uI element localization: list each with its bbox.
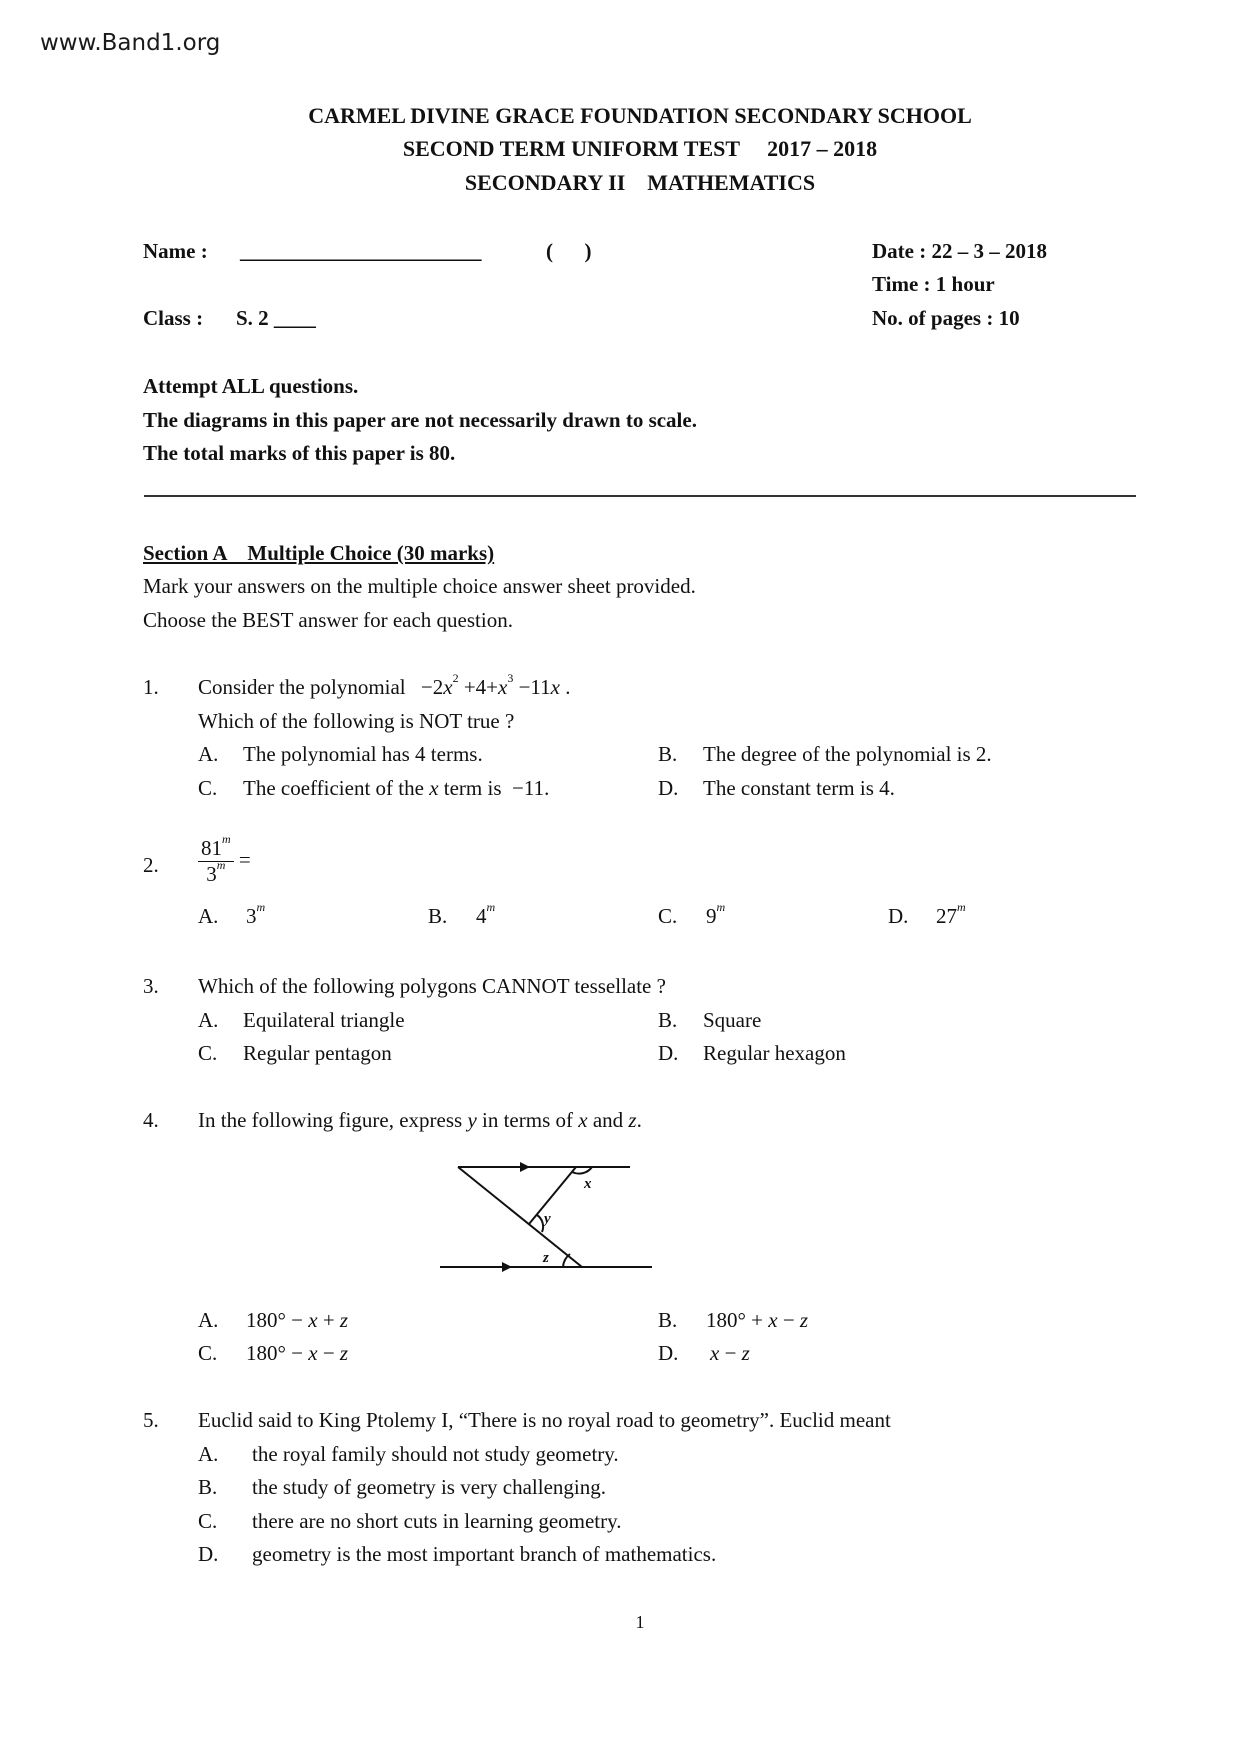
option-text: 3$^m$: [246, 900, 266, 928]
option-letter: D.: [888, 904, 909, 928]
instruction-3: The total marks of this paper is 80.: [143, 441, 456, 465]
q2-expression: [198, 832, 251, 887]
q5-option-d[interactable]: [198, 1542, 717, 1567]
q1-option-a[interactable]: [198, 742, 483, 767]
class-label: Class :: [143, 306, 204, 330]
q1-number: 1.: [143, 675, 159, 699]
q2-numerator: 81$^m$: [198, 836, 234, 862]
q5-stem: Euclid said to King Ptolemy I, “There is no royal road to geometry”. Euclid meant: [198, 1408, 891, 1432]
page-number: 1: [635, 1612, 645, 1632]
option-letter: A.: [198, 904, 219, 928]
q4-number: 4.: [143, 1108, 159, 1132]
option-letter: D.: [658, 776, 679, 800]
q3-number: 3.: [143, 974, 159, 998]
instruction-2: The diagrams in this paper are not necessarily drawn to scale.: [143, 408, 697, 432]
q2-number: 2.: [143, 853, 159, 877]
school-name: CARMEL DIVINE GRACE FOUNDATION SECONDARY SCHOOL: [308, 103, 972, 128]
option-text: 4$^m$: [476, 900, 496, 928]
q1-stem-text: Consider the polynomial: [198, 675, 406, 699]
label-z: z: [543, 1250, 549, 1266]
label-x: x: [584, 1176, 592, 1192]
option-letter: C.: [198, 1341, 218, 1365]
option-text: Regular pentagon: [243, 1041, 392, 1065]
option-letter: A.: [198, 1442, 219, 1466]
option-text: 180° − x + z: [246, 1308, 349, 1332]
q4-option-b[interactable]: [658, 1308, 809, 1333]
watermark: www.Band1.org: [40, 30, 221, 56]
q1-stem: [198, 671, 571, 700]
q2-equals: =: [238, 847, 251, 872]
page-count: No. of pages : 10: [872, 306, 1020, 330]
q5-number: 5.: [143, 1408, 159, 1432]
q4-option-d[interactable]: [658, 1341, 750, 1366]
label-y: y: [544, 1211, 551, 1227]
angle-z-arc: [563, 1254, 570, 1267]
option-letter: A.: [198, 1008, 219, 1032]
option-text: The constant term is 4.: [703, 776, 895, 800]
section-a-instruction-2: Choose the BEST answer for each question.: [143, 608, 513, 632]
option-text: x − z: [710, 1341, 750, 1365]
divider-rule: [144, 495, 1136, 497]
option-letter: C.: [658, 904, 678, 928]
option-text: Equilateral triangle: [243, 1008, 405, 1032]
arrow-top-icon: [520, 1162, 530, 1172]
exam-time: Time : 1 hour: [872, 272, 995, 296]
q5-option-c[interactable]: [198, 1509, 622, 1534]
option-text: geometry is the most important branch of mathematics.: [252, 1542, 717, 1566]
option-letter: B.: [428, 904, 448, 928]
option-text: 180° − x − z: [246, 1341, 349, 1365]
option-letter: D.: [198, 1542, 219, 1566]
q1-option-b[interactable]: [658, 742, 992, 767]
option-letter: C.: [198, 776, 218, 800]
q2-fraction: [198, 832, 234, 887]
option-text: 9$^m$: [706, 900, 726, 928]
q5-option-b[interactable]: [198, 1475, 606, 1500]
option-text: The degree of the polynomial is 2.: [703, 742, 992, 766]
option-text: The polynomial has 4 terms.: [243, 742, 483, 766]
option-letter: D.: [658, 1341, 679, 1365]
q3-option-c[interactable]: [198, 1041, 392, 1066]
q1-polynomial: $-2x^2 +4+x^3 -11x$ .: [420, 671, 571, 699]
name-label: Name :: [143, 239, 208, 263]
q4-option-c[interactable]: [198, 1341, 349, 1366]
q2-option-a[interactable]: [198, 900, 266, 929]
option-text: The coefficient of the x term is −11.: [243, 776, 550, 800]
exam-date: Date : 22 – 3 – 2018: [872, 239, 1047, 263]
q3-option-a[interactable]: [198, 1008, 405, 1033]
q4-stem: In the following figure, express y in terms of x and z.: [198, 1108, 642, 1132]
option-letter: A.: [198, 742, 219, 766]
option-letter: B.: [198, 1475, 218, 1499]
test-title: SECOND TERM UNIFORM TEST 2017 – 2018: [402, 136, 878, 161]
q2-denominator: 3$^m$: [206, 858, 226, 886]
instruction-1: Attempt ALL questions.: [143, 374, 359, 398]
option-letter: A.: [198, 1308, 219, 1332]
option-text: Square: [703, 1008, 762, 1032]
section-a-title: Section A Multiple Choice (30 marks): [143, 541, 495, 565]
q1-stem-2: Which of the following is NOT true ?: [198, 709, 515, 733]
class-field[interactable]: S. 2 ____: [236, 306, 316, 330]
q5-option-a[interactable]: [198, 1442, 619, 1467]
option-text: the royal family should not study geometry.: [252, 1442, 619, 1466]
class-number-field[interactable]: ( ): [546, 239, 592, 263]
q1-option-d[interactable]: [658, 776, 895, 801]
option-letter: B.: [658, 1008, 678, 1032]
option-letter: B.: [658, 1308, 678, 1332]
q2-option-b[interactable]: [428, 900, 496, 929]
q4-option-a[interactable]: [198, 1308, 349, 1333]
option-text: Regular hexagon: [703, 1041, 846, 1065]
arrow-bottom-icon: [502, 1262, 512, 1272]
name-field[interactable]: _______________________: [240, 239, 482, 263]
q3-option-b[interactable]: [658, 1008, 762, 1033]
option-text: 27$^m$: [936, 900, 966, 928]
q4-figure-parallel-lines: [430, 1150, 670, 1290]
q2-option-c[interactable]: [658, 900, 726, 929]
slanted-line: [529, 1167, 576, 1224]
section-a-instruction-1: Mark your answers on the multiple choice answer sheet provided.: [143, 574, 696, 598]
option-text: there are no short cuts in learning geometry.: [252, 1509, 622, 1533]
subject-title: SECONDARY II MATHEMATICS: [464, 170, 816, 195]
q3-stem: Which of the following polygons CANNOT tessellate ?: [198, 974, 666, 998]
q1-option-c[interactable]: [198, 776, 550, 801]
option-letter: D.: [658, 1041, 679, 1065]
q3-option-d[interactable]: [658, 1041, 846, 1066]
angle-y-arc: [537, 1215, 543, 1232]
option-letter: B.: [658, 742, 678, 766]
option-text: the study of geometry is very challenging.: [252, 1475, 606, 1499]
option-letter: C.: [198, 1509, 218, 1533]
q2-option-d[interactable]: [888, 900, 966, 929]
option-text: 180° + x − z: [706, 1308, 809, 1332]
option-letter: C.: [198, 1041, 218, 1065]
